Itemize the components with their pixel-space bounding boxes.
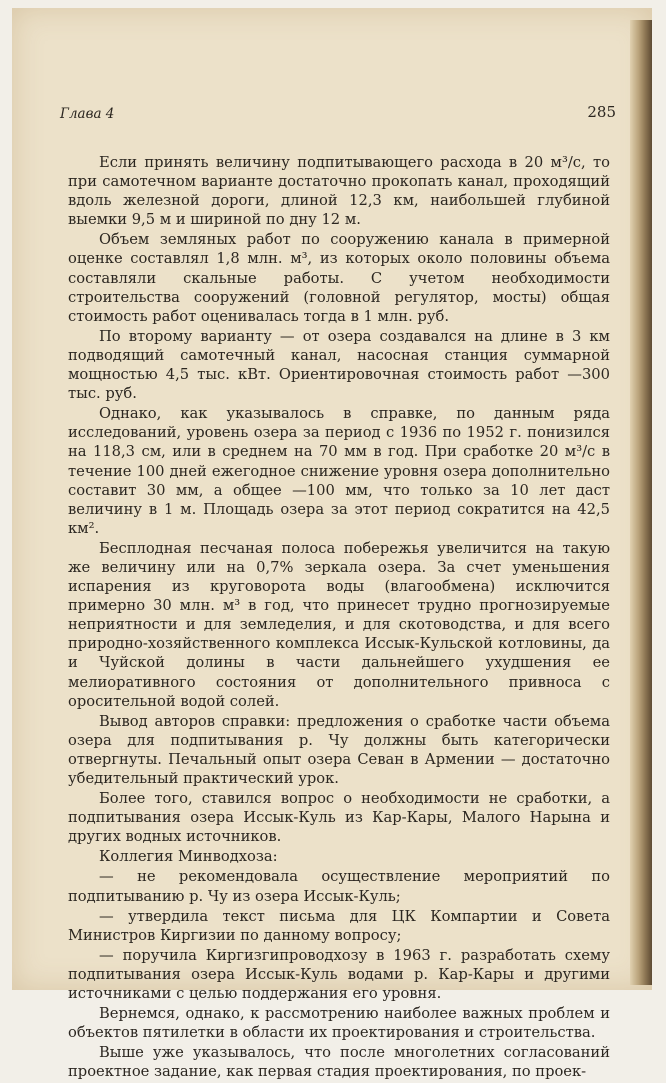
body-text — [48, 153, 614, 1082]
book-page-edge — [630, 20, 652, 985]
paragraph: Однако, как указывалось в справке, по данным ряда исследований, уровень озера за период с 1936 по 1952 г. понизился на 118,3 см, или в среднем на 70 мм в год. При сработке 20 м³/с в течение 100 дней ежегодное снижение уровня озера дополнительно составит 30 мм, а общее —100 мм, что только за 10 лет даст величину в 1 м. Площадь озера за этот период сократится на 42,5 км². — [68, 405, 610, 537]
paragraph: По второму варианту — от озера создавался на длине в 3 км подводящий самотечный канал, насосная станция суммарной мощностью 4,5 тыс. кВт. Ориентировочная стоимость работ —300 тыс. руб. — [68, 327, 610, 403]
paragraph: Если принять величину подпитывающего расхода в 20 м³/с, то при самотечном варианте достаточно прокопать канал, проходящий вдоль железной дороги, длиной 12,3 км, наибольшей глубиной выемки 9,5 м и шириной по дну 12 м. — [68, 154, 610, 229]
running-head — [48, 100, 614, 126]
paragraph: Вывод авторов справки: предложения о сработке части объема озера для подпитывания р. Чу должны быть категорически отвергнуты. Печальный опыт озера Севан в Армении — достаточно убедительный практический урок. — [68, 712, 610, 787]
paragraph: — не рекомендовала осуществление мероприятий по подпитыванию р. Чу из озера Иссык-Куль; — [68, 868, 610, 905]
paragraph: Коллегия Минводхоза: — [99, 848, 278, 866]
paragraph: Объем земляных работ по сооружению канала в примерной оценке составлял 1,8 млн. м³, из которых около половины объема составляли скальные работы. С учетом необходимости строительства сооружений (головной регулятор, мосты) общая стоимость работ оценивалась тогда в 1 млн. руб. — [68, 231, 610, 325]
paragraph: Выше уже указывалось, что после многолетних согласований проектное задание, как первая стадия проектирования, по проек- — [68, 1044, 610, 1081]
paragraph: Вернемся, однако, к рассмотрению наиболее важных проблем и объектов пятилетки в области их проектирования и строительства. — [68, 1005, 610, 1042]
chapter-title: Глава 4 — [60, 106, 115, 122]
paragraph: — поручила Киргизгипроводхозу в 1963 г. разработать схему подпитывания озера Иссык-Куль водами р. Кар-Кары и другими источниками с целью поддержания его уровня. — [68, 946, 610, 1003]
paragraph: Бесплодная песчаная полоса побережья увеличится на такую же величину или на 0,7% зеркала озера. За счет уменьшения испарения из круговорота воды (влагообмена) исключится примерно 30 млн. м³ в год, что принесет трудно прогнозируемые неприятности и для земледелия, и для скотоводства, и для всего природно-хозяйственного комплекса Иссык-Кульской котловины, да и Чуйской долины в части дальнейшего ухудшения ее мелиоративного состояния от дополнительного привноса с оросительной водой солей. — [68, 539, 610, 710]
page-number: 285 — [587, 103, 616, 121]
paragraph: — утвердила текст письма для ЦК Компартии и Совета Министров Киргизии по данному вопросу; — [68, 907, 610, 944]
book-page — [48, 100, 614, 1083]
paragraph: Более того, ставился вопрос о необходимости не сработки, а подпитывания озера Иссык-Куль из Кар-Кары, Малого Нарына и других водных источников. — [68, 790, 610, 846]
